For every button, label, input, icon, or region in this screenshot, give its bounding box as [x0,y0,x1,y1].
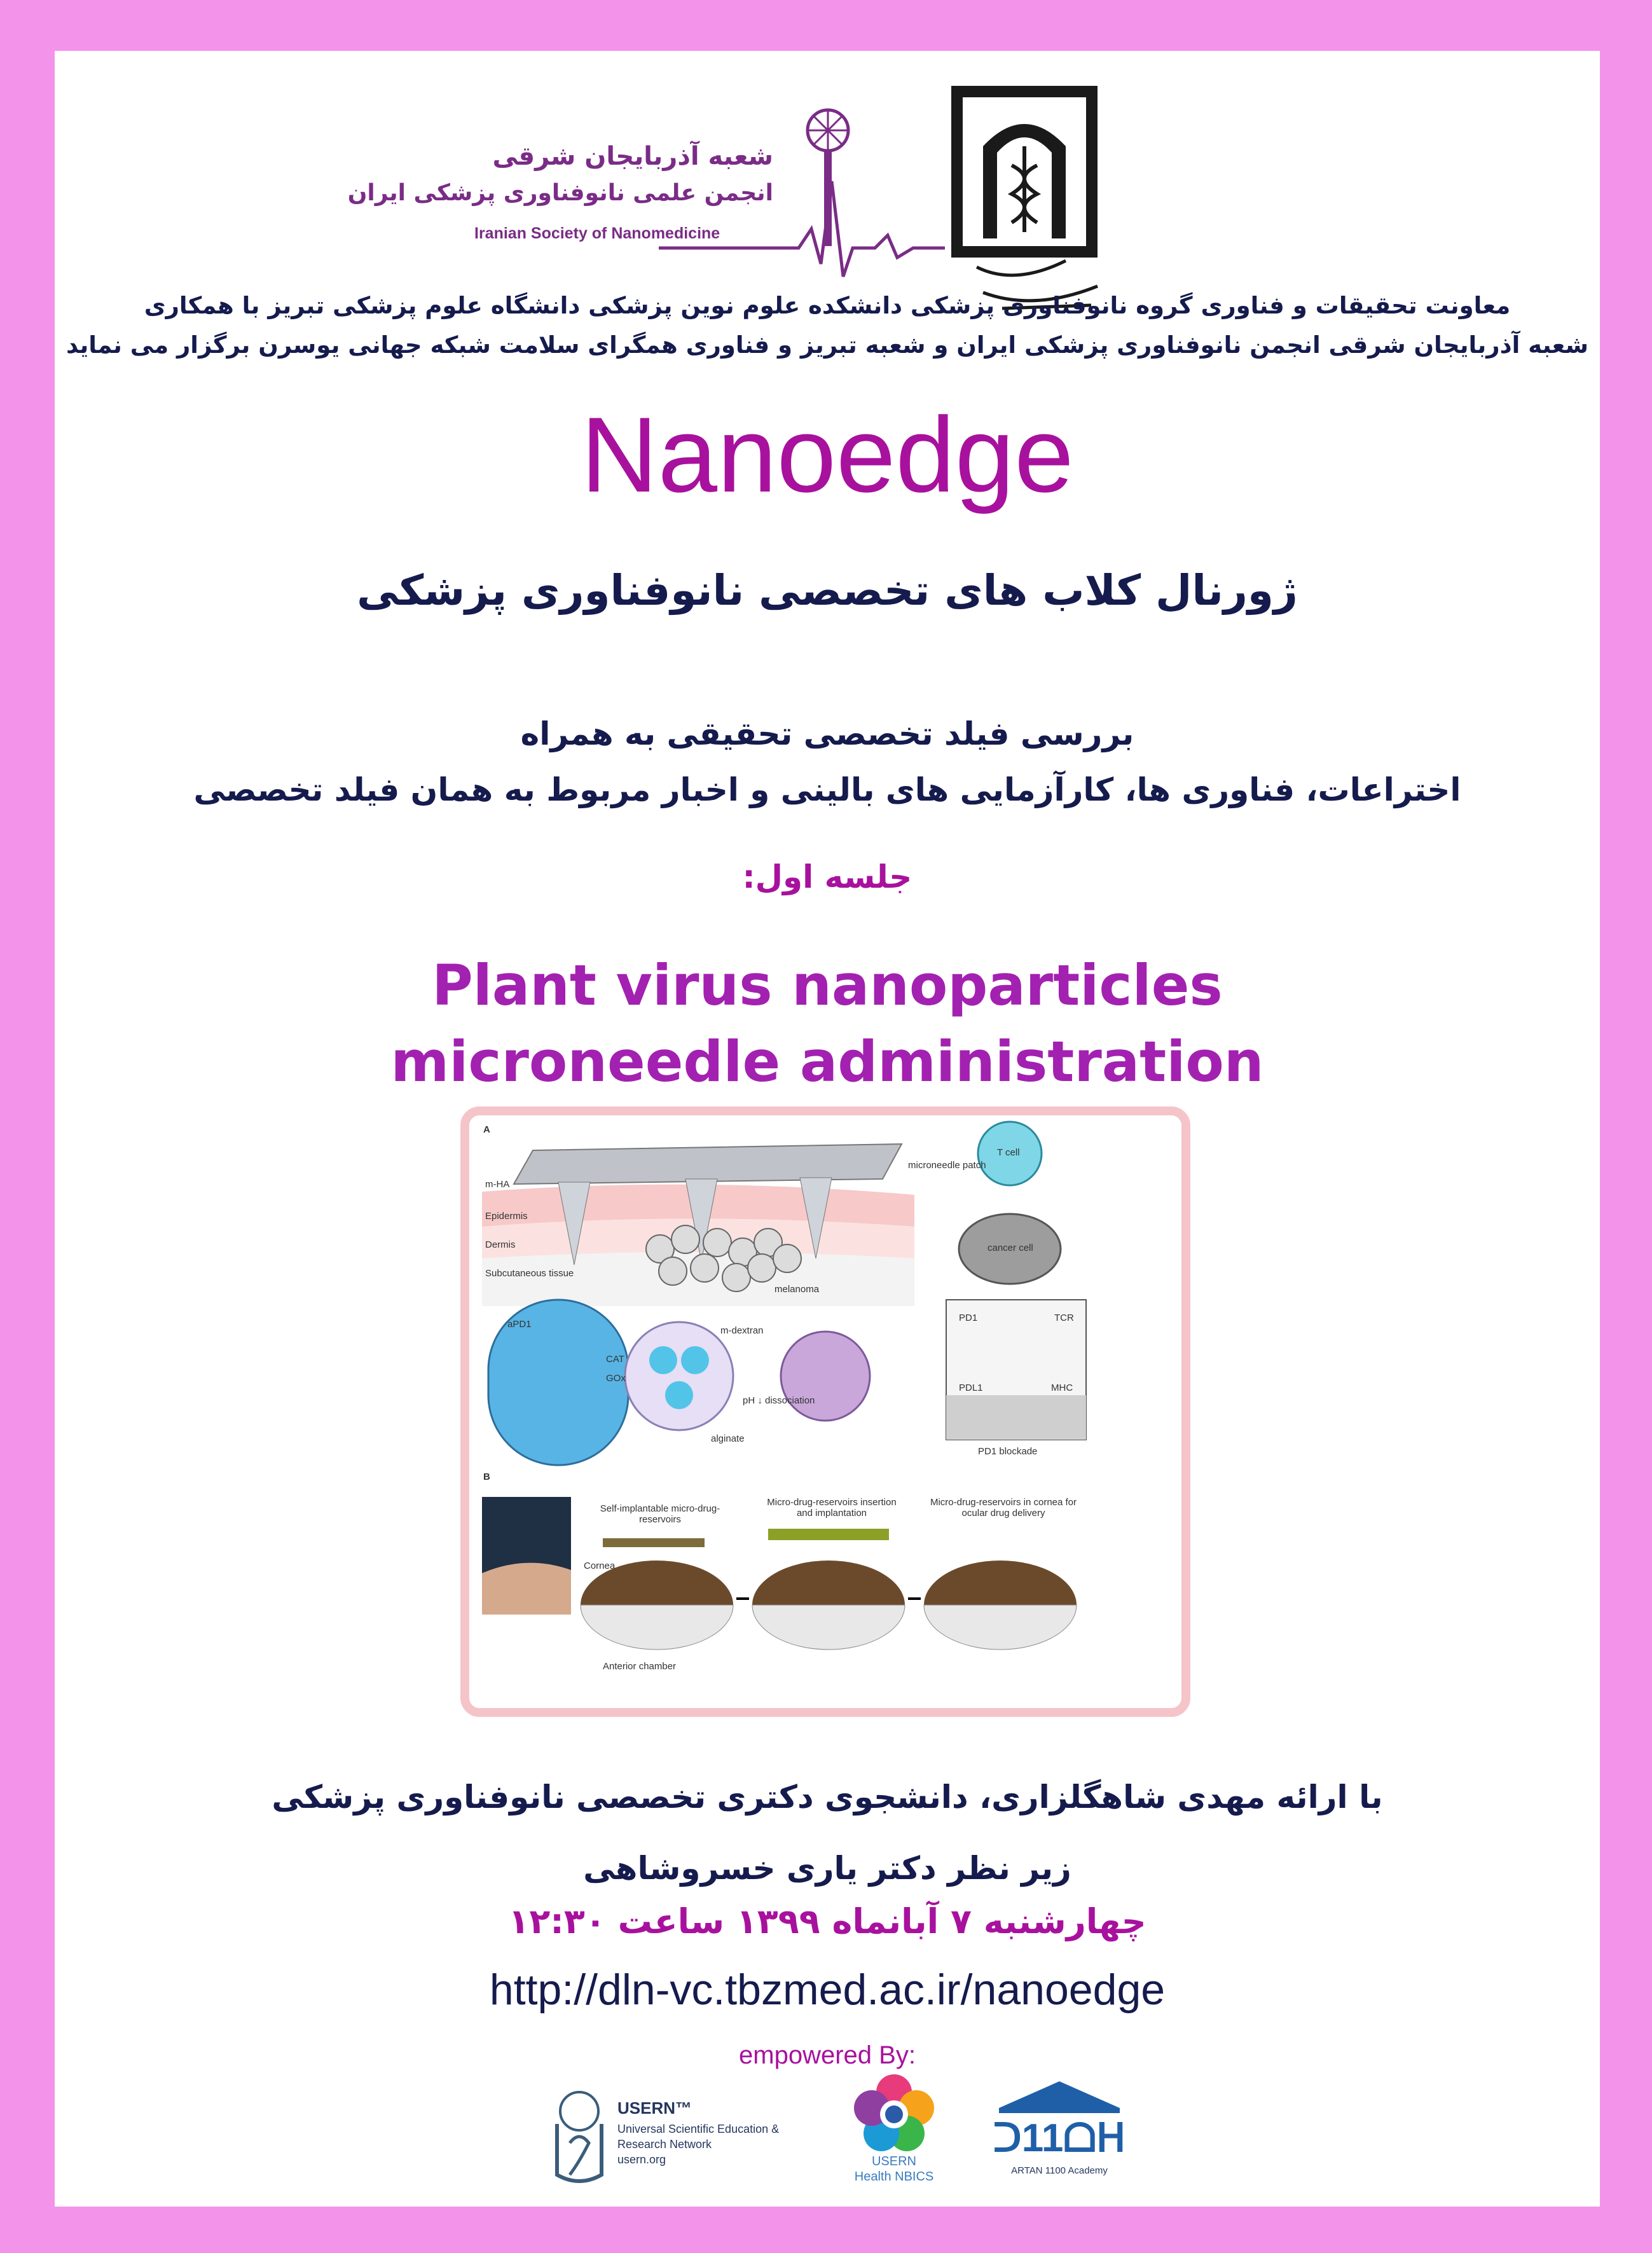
label-self-implantable: Self-implantable micro-drug-reservoirs [600,1503,720,1525]
label-subcutaneous: Subcutaneous tissue [485,1268,574,1279]
figure-illustration [469,1115,1181,1708]
session-label: جلسه اول: [742,858,912,895]
label-cat: CAT [606,1354,624,1365]
empowered-by-label: empowered By: [739,2041,916,2069]
artan-mark: ᑐ11ᗝᕼ [993,2116,1126,2160]
label-in-cornea: Micro-drug-reservoirs in cornea for ocular drug delivery [930,1497,1077,1519]
usern-logo [544,2086,850,2188]
label-pd1-blockade: PD1 blockade [978,1446,1038,1457]
label-pd1: PD1 [959,1313,978,1323]
artan-logo [989,2076,1129,2191]
presenter-info [55,1761,1600,1904]
nbics-line-1: USERN [871,2154,916,2168]
label-microneedle-patch: microneedle patch [908,1160,986,1171]
label-apd1: aPD1 [507,1319,532,1330]
society-name-en: Iranian Society of Nanomedicine [474,224,720,242]
presenter-line-2: زیر نظر دکتر یاری خسروشاهی [583,1850,1071,1887]
figure-panel-b: B [483,1471,490,1482]
topic-line-2: اختراعات، فناوری ها، کارآزمایی های بالینی و اخبار مربوط به همان فیلد تخصصی [193,771,1461,808]
label-m-dextran: m-dextran [720,1325,764,1336]
figure-panel-a: A [483,1124,490,1135]
scientific-figure [460,1106,1190,1717]
page-title: Nanoedge [581,395,1074,514]
label-cornea: Cornea [584,1561,616,1571]
event-datetime: چهارشنبه ۷ آبانماه ۱۳۹۹ ساعت ۱۲:۳۰ [508,1901,1146,1941]
label-mhc: MHC [1051,1382,1073,1393]
usern-line-3: usern.org [617,2153,666,2166]
label-cancer-cell: cancer cell [988,1243,1033,1253]
label-pdl1: PDL1 [959,1382,983,1393]
intro-line-1: معاونت تحقیقات و فناوری گروه نانوفناوری پزشکی دانشکده علوم نوین پزشکی دانشگاه علوم پزشکی تبریز با همکاری [144,292,1511,319]
poster-card [55,51,1600,2207]
subtitle: ژورنال کلاب های تخصصی نانوفناوری پزشکی [357,566,1298,615]
society-logo [347,86,951,302]
label-m-ha: m-HA [485,1179,510,1190]
label-melanoma: melanoma [774,1284,820,1295]
talk-title-line-1: Plant virus nanoparticles [432,953,1223,1018]
nbics-flower-icon [830,2073,958,2156]
intro-line-2: شعبه آذربایجان شرقی انجمن نانوفناوری پزشکی ایران و شعبه تبریز و فناوری همگرای سلامت شبکه جهانی یوسرن برگزار می نماید [66,331,1588,359]
label-anterior-chamber: Anterior chamber [603,1661,677,1672]
nbics-logo [830,2073,958,2194]
nbics-line-2: Health NBICS [854,2170,934,2184]
artan-label: ARTAN 1100 Academy [1011,2165,1108,2176]
topic-description [55,706,1600,818]
label-dermis: Dermis [485,1239,516,1250]
society-name-line1: شعبه آذربایجان شرقی [492,142,773,171]
academy-roof-icon [989,2076,1129,2114]
label-ph-dissociation: pH ↓ dissociation [743,1395,815,1406]
usern-line-1: Universal Scientific Education & [617,2123,780,2135]
label-gox: GOx [606,1373,626,1384]
usern-line-2: Research Network [617,2138,712,2151]
intro-text [55,286,1600,365]
label-t-cell: T cell [997,1147,1020,1158]
talk-title [55,947,1600,1100]
usern-title: USERN™ [617,2098,692,2118]
label-insertion: Micro-drug-reservoirs insertion and implantation [767,1497,897,1519]
label-alginate: alginate [711,1433,745,1444]
event-link[interactable]: http://dln-vc.tbzmed.ac.ir/nanoedge [489,1966,1166,2014]
society-name-line2: انجمن علمی نانوفناوری پزشکی ایران [347,180,773,206]
topic-line-1: بررسی فیلد تخصصی تحقیقی به همراه [520,715,1134,752]
label-epidermis: Epidermis [485,1211,528,1222]
usern-emblem-icon [544,2086,621,2188]
label-tcr: TCR [1054,1313,1074,1323]
presenter-line-1: با ارائه مهدی شاهگلزاری، دانشجوی دکتری تخصصی نانوفناوری پزشکی [272,1779,1383,1815]
talk-title-line-2: microneedle administration [390,1029,1264,1094]
